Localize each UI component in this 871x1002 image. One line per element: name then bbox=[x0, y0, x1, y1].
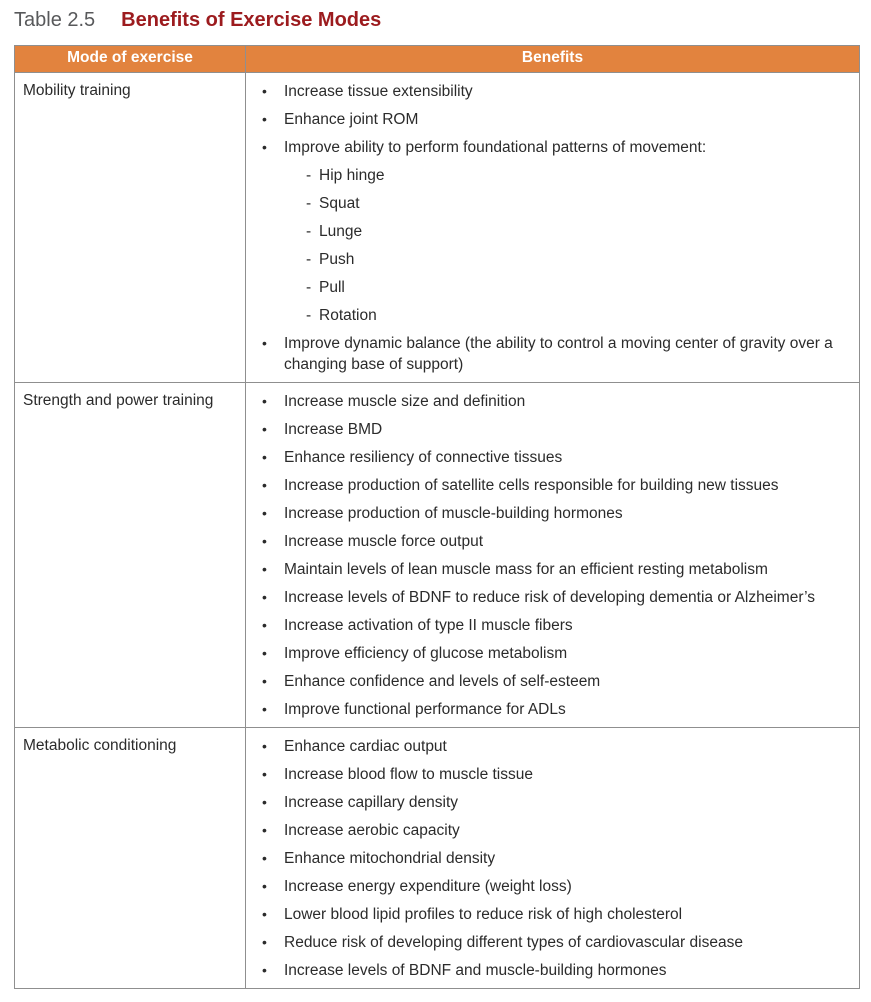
table-row bbox=[15, 72, 859, 382]
benefit-item bbox=[246, 643, 851, 664]
table-header-row bbox=[15, 46, 859, 72]
benefit-subitem bbox=[246, 221, 851, 242]
benefit-text: Enhance joint ROM bbox=[284, 111, 419, 128]
benefit-item bbox=[246, 475, 851, 496]
bullet-icon: • bbox=[262, 962, 267, 978]
benefit-text: Increase activation of type II muscle fibers bbox=[284, 617, 573, 634]
benefits-list bbox=[246, 73, 859, 382]
benefit-item bbox=[246, 447, 851, 468]
bullet-icon: • bbox=[262, 561, 267, 577]
table-row bbox=[15, 382, 859, 727]
table-body bbox=[15, 72, 859, 988]
table-heading: Benefits of Exercise Modes bbox=[121, 9, 382, 31]
benefit-item bbox=[246, 391, 851, 412]
benefit-text: Enhance mitochondrial density bbox=[284, 850, 496, 867]
bullet-icon: • bbox=[262, 934, 267, 950]
bullet-icon: • bbox=[262, 766, 267, 782]
bullet-icon: • bbox=[262, 878, 267, 894]
dash-icon: - bbox=[306, 279, 312, 296]
benefits-cell bbox=[246, 73, 859, 382]
bullet-icon: • bbox=[262, 850, 267, 866]
benefit-text: Increase production of satellite cells responsible for building new tissues bbox=[284, 477, 779, 494]
benefit-text: Improve efficiency of glucose metabolism bbox=[284, 645, 568, 662]
benefit-text: Increase BMD bbox=[284, 421, 383, 438]
benefit-text: Increase levels of BDNF and muscle-building hormones bbox=[284, 962, 667, 979]
mode-of-exercise-cell: Mobility training bbox=[15, 73, 246, 382]
dash-icon: - bbox=[306, 195, 312, 212]
benefit-item bbox=[246, 848, 851, 869]
bullet-icon: • bbox=[262, 673, 267, 689]
bullet-icon: • bbox=[262, 617, 267, 633]
bullet-icon: • bbox=[262, 449, 267, 465]
benefit-item bbox=[246, 559, 851, 580]
benefit-subitem bbox=[246, 193, 851, 214]
bullet-icon: • bbox=[262, 335, 267, 351]
benefit-text: Hip hinge bbox=[319, 167, 385, 184]
benefit-item bbox=[246, 671, 851, 692]
bullet-icon: • bbox=[262, 139, 267, 155]
benefits-table bbox=[14, 45, 860, 989]
benefit-text: Increase muscle size and definition bbox=[284, 393, 526, 410]
column-header-mode-of-exercise: Mode of exercise bbox=[15, 46, 246, 72]
benefit-text: Increase production of muscle-building hormones bbox=[284, 505, 623, 522]
benefit-text: Increase energy expenditure (weight loss) bbox=[284, 878, 572, 895]
benefit-item bbox=[246, 587, 851, 608]
dash-icon: - bbox=[306, 251, 312, 268]
benefit-item bbox=[246, 699, 851, 720]
benefit-item bbox=[246, 792, 851, 813]
benefit-item bbox=[246, 109, 851, 130]
mode-of-exercise-cell: Metabolic conditioning bbox=[15, 728, 246, 988]
mode-of-exercise-cell: Strength and power training bbox=[15, 383, 246, 727]
dash-icon: - bbox=[306, 223, 312, 240]
benefit-item bbox=[246, 503, 851, 524]
benefit-subitem bbox=[246, 165, 851, 186]
benefits-cell bbox=[246, 728, 859, 988]
bullet-icon: • bbox=[262, 822, 267, 838]
benefit-item bbox=[246, 876, 851, 897]
benefit-item bbox=[246, 531, 851, 552]
benefit-text: Enhance confidence and levels of self-esteem bbox=[284, 673, 601, 690]
benefits-cell bbox=[246, 383, 859, 727]
benefit-text: Increase capillary density bbox=[284, 794, 459, 811]
benefit-item bbox=[246, 820, 851, 841]
benefit-item bbox=[246, 960, 851, 981]
bullet-icon: • bbox=[262, 393, 267, 409]
bullet-icon: • bbox=[262, 589, 267, 605]
benefit-item bbox=[246, 932, 851, 953]
benefit-text: Increase levels of BDNF to reduce risk of developing dementia or Alzheimer’s bbox=[284, 589, 815, 606]
bullet-icon: • bbox=[262, 906, 267, 922]
benefit-text: Maintain levels of lean muscle mass for an efficient resting metabolism bbox=[284, 561, 768, 578]
column-header-benefits: Benefits bbox=[521, 49, 584, 66]
benefit-text: Increase blood flow to muscle tissue bbox=[284, 766, 533, 783]
bullet-icon: • bbox=[262, 533, 267, 549]
benefit-item bbox=[246, 81, 851, 102]
benefit-item bbox=[246, 904, 851, 925]
table-title bbox=[14, 8, 860, 32]
benefit-text: Increase aerobic capacity bbox=[284, 822, 460, 839]
bullet-icon: • bbox=[262, 421, 267, 437]
dash-icon: - bbox=[306, 167, 312, 184]
benefit-text: Push bbox=[319, 251, 355, 268]
benefit-text: Rotation bbox=[319, 307, 377, 324]
bullet-icon: • bbox=[262, 738, 267, 754]
bullet-icon: • bbox=[262, 477, 267, 493]
benefit-text: Improve dynamic balance (the ability to control a moving center of gravity over a changing base of support) bbox=[284, 335, 833, 373]
benefit-text: Improve ability to perform foundational patterns of movement: bbox=[284, 139, 707, 156]
benefit-item bbox=[246, 137, 851, 158]
bullet-icon: • bbox=[262, 701, 267, 717]
benefit-subitem bbox=[246, 277, 851, 298]
benefit-item bbox=[246, 419, 851, 440]
dash-icon: - bbox=[306, 307, 312, 324]
benefit-text: Lower blood lipid profiles to reduce risk of high cholesterol bbox=[284, 906, 683, 923]
benefit-subitem bbox=[246, 305, 851, 326]
table-row bbox=[15, 727, 859, 988]
bullet-icon: • bbox=[262, 505, 267, 521]
benefit-text: Reduce risk of developing different types of cardiovascular disease bbox=[284, 934, 743, 951]
benefit-item bbox=[246, 333, 851, 375]
benefit-subitem bbox=[246, 249, 851, 270]
bullet-icon: • bbox=[262, 111, 267, 127]
benefit-text: Squat bbox=[319, 195, 360, 212]
benefits-list bbox=[246, 383, 859, 727]
benefit-text: Increase tissue extensibility bbox=[284, 83, 473, 100]
table-number-label: Table 2.5 bbox=[14, 9, 96, 31]
benefits-list bbox=[246, 728, 859, 988]
benefit-item bbox=[246, 615, 851, 636]
bullet-icon: • bbox=[262, 794, 267, 810]
benefit-text: Improve functional performance for ADLs bbox=[284, 701, 566, 718]
benefit-item bbox=[246, 764, 851, 785]
bullet-icon: • bbox=[262, 83, 267, 99]
bullet-icon: • bbox=[262, 645, 267, 661]
benefit-text: Increase muscle force output bbox=[284, 533, 484, 550]
benefit-item bbox=[246, 736, 851, 757]
benefit-text: Enhance cardiac output bbox=[284, 738, 447, 755]
benefit-text: Lunge bbox=[319, 223, 363, 240]
benefit-text: Pull bbox=[319, 279, 345, 296]
benefit-text: Enhance resiliency of connective tissues bbox=[284, 449, 563, 466]
